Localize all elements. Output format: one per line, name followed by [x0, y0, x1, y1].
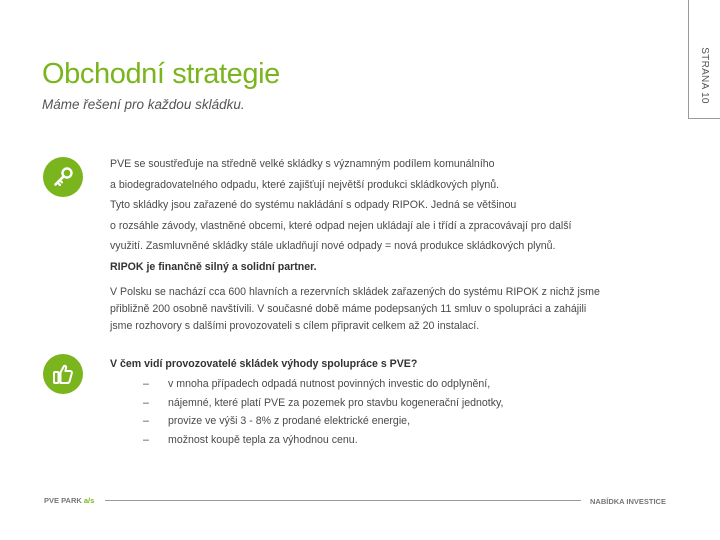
bullet-item-4: možnost koupě tepla za výhodnou cenu.: [168, 434, 358, 446]
section1-line-5: využití. Zasmluvněné skládky stále ukladňují nové odpady = nová produkce skládkových plynů.: [110, 240, 556, 252]
footer-divider: [105, 500, 581, 501]
footer-right-label: NABÍDKA INVESTICE: [590, 497, 666, 506]
key-icon-glyph: [51, 165, 75, 189]
section1-line-1: PVE se soustřeďuje na středně velké skládky s významným podílem komunálního: [110, 158, 495, 170]
page-number: STRANA 10: [698, 46, 710, 104]
thumbs-up-icon-glyph: [51, 362, 75, 386]
section1-para2-line-2: přibližně 200 osobně navštívili. V současné době máme podepsaných 11 smluv o spolupráci a zahájili: [110, 303, 587, 315]
bullet-item-2: nájemné, které platí PVE za pozemek pro stavbu kogenerační jednotky,: [168, 397, 504, 409]
section1-line-4: o rozsáhle závody, vlastněné obcemi, které odpad nejen ukládají ale i třídí a zpracovávají pro další: [110, 220, 572, 232]
section1-bold-line: RIPOK je finančně silný a solidní partner.: [110, 261, 317, 273]
section1-para2-line-1: V Polsku se nachází cca 600 hlavních a rezervních skládek zařazených do systému RIPOK z nichž jsme: [110, 286, 600, 298]
bullet-dash: –: [143, 434, 149, 446]
page-subtitle: Máme řešení pro každou skládku.: [42, 97, 245, 112]
page-title: Obchodní strategie: [42, 58, 280, 90]
section2-heading: V čem vidí provozovatelé skládek výhody spolupráce s PVE?: [110, 358, 418, 370]
bullet-item-3: provize ve výši 3 - 8% z prodané elektrické energie,: [168, 415, 411, 427]
bullet-dash: –: [143, 397, 149, 409]
section1-line-3: Tyto skládky jsou zařazené do systému nakládání s odpady RIPOK. Jedná se většinou: [110, 199, 517, 211]
key-icon: [43, 157, 83, 197]
section1-line-2: a biodegradovatelného odpadu, které zajišťují největší produkci skládkových plynů.: [110, 179, 500, 191]
footer-brand: [44, 496, 94, 505]
bullet-dash: –: [143, 415, 149, 427]
bullet-dash: –: [143, 378, 149, 390]
footer-brand-accent: a/s: [83, 496, 95, 505]
section1-para2-line-3: jsme rozhovory s dalšími provozovateli s cílem připravit celkem až 20 instalací.: [110, 320, 480, 332]
footer-brand-name: PVE PARK: [44, 496, 82, 505]
bullet-item-1: v mnoha případech odpadá nutnost povinných investic do odplynění,: [168, 378, 491, 390]
thumbs-up-icon: [43, 354, 83, 394]
page-number-label: [691, 40, 717, 110]
